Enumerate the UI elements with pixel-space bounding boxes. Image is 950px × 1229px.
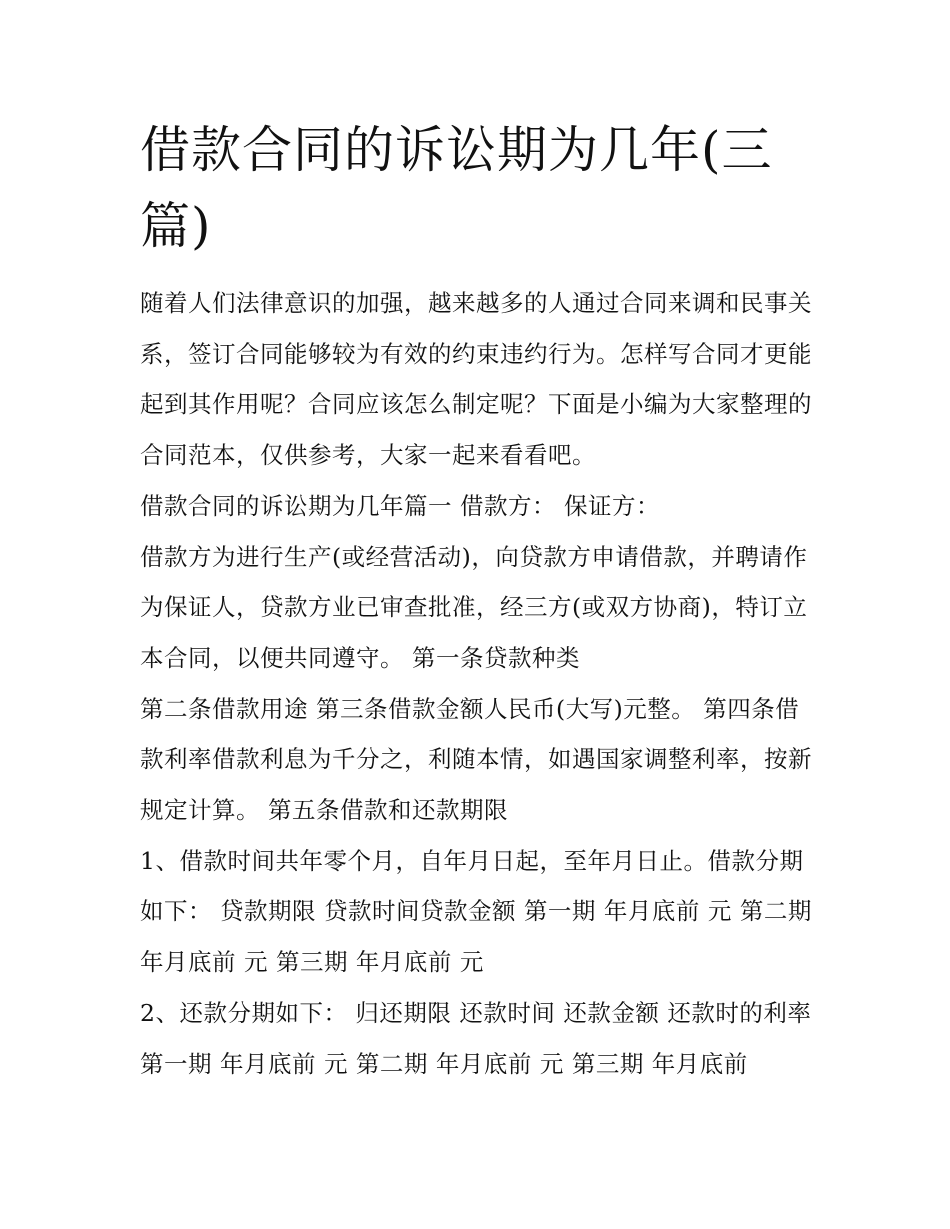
document-body	[140, 278, 820, 1089]
paragraph-preamble: 借款方为进行生产(或经营活动)，向贷款方申请借款，并聘请作为保证人，贷款方业已审查批准，经三方(或双方协商)，特订立本合同，以便共同遵守。 第一条贷款种类	[140, 542, 808, 672]
paragraph-loan-schedule: 1、借款时间共年零个月，自年月日起，至年月日止。借款分期如下： 贷款期限 贷款时间贷款金额 第一期 年月底前 元 第二期 年月底前 元 第三期 年月底前 元	[140, 846, 812, 977]
paragraph-parties: 借款合同的诉讼期为几年篇一 借款方： 保证方：	[140, 491, 660, 520]
document-title: 借款合同的诉讼期为几年(三篇)	[140, 121, 773, 255]
paragraph-articles: 第二条借款用途 第三条借款金额人民币(大写)元整。 第四条借款利率借款利息为千分之，利随本情，如遇国家调整利率，按新规定计算。 第五条借款和还款期限	[140, 694, 812, 825]
paragraph-intro: 随着人们法律意识的加强，越来越多的人通过合同来调和民事关系，签订合同能够较为有效的约束违约行为。怎样写合同才更能起到其作用呢？合同应该怎么制定呢？下面是小编为大家整理的合同范本，仅供参考，大家一起来看看吧。	[140, 289, 812, 470]
paragraph-repayment-schedule: 2、还款分期如下： 归还期限 还款时间 还款金额 还款时的利率 第一期 年月底前 元 第二期 年月底前 元 第三期 年月底前	[140, 998, 812, 1078]
